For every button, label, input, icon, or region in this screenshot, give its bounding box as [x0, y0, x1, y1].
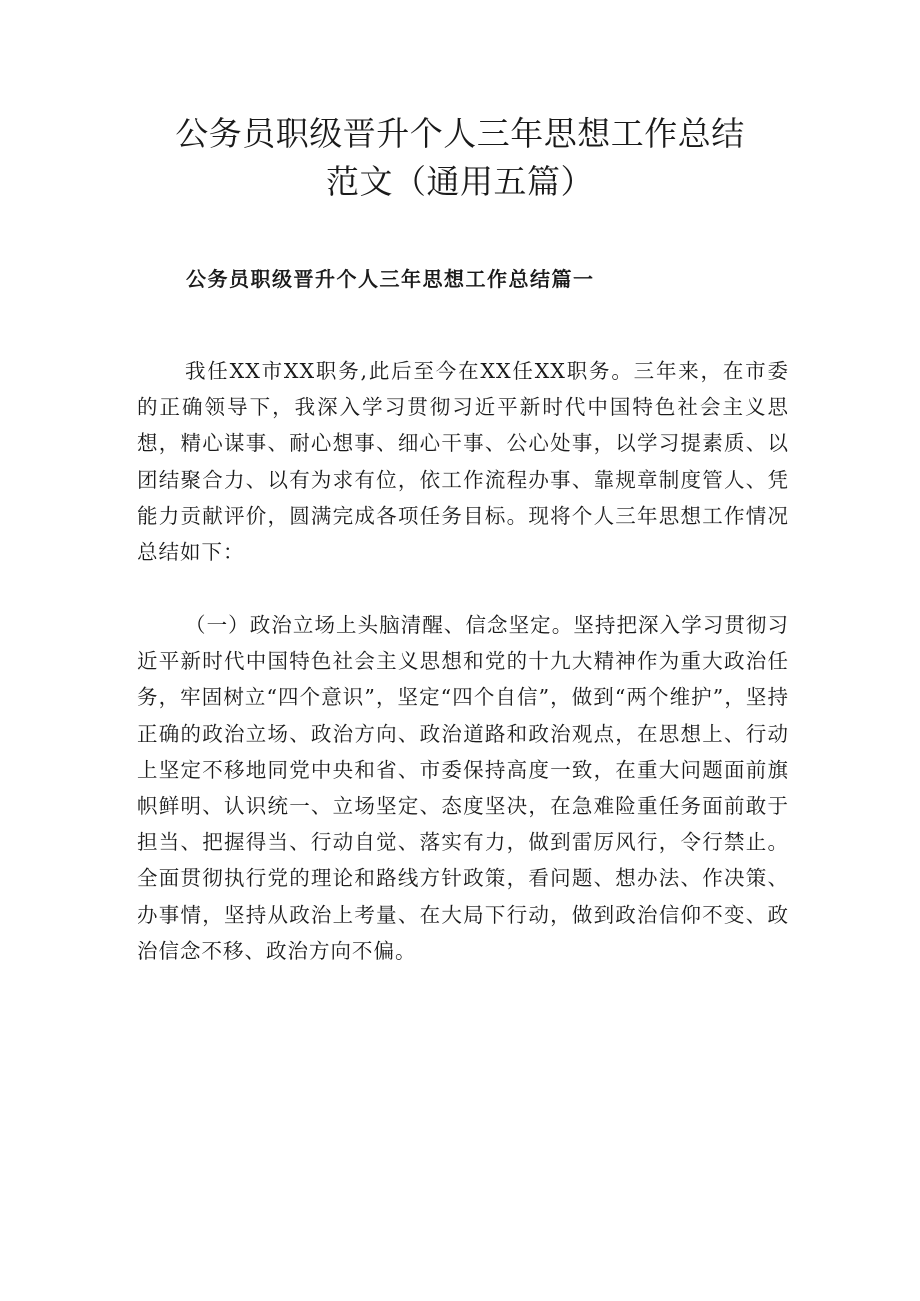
- body-paragraph-1: 我任XX市XX职务,此后至今在XX任XX职务。三年来，在市委的正确领导下，我深入学习贯彻习近平新时代中国特色社会主义思想，精心谋事、耐心想事、细心干事、公心处事，以学习提素质、以团结聚合力、以有为求有位，依工作流程办事、靠规章制度管人、凭能力贡献评价，圆满完成各项任务目标。现将个人三年思想工作情况总结如下：: [137, 359, 789, 565]
- document-title-line-2: 范文（通用五篇）: [326, 162, 594, 201]
- document-title-line-1: 公务员职级晋升个人三年思想工作总结: [175, 114, 745, 153]
- body-paragraph-2: （一）政治立场上头脑清醒、信念坚定。坚持把深入学习贯彻习近平新时代中国特色社会主义思想和党的十九大精神作为重大政治任务，牢固树立“四个意识”，坚定“四个自信”，做到“两个维护”，坚持正确的政治立场、政治方向、政治道路和政治观点，在思想上、行动上坚定不移地同党中央和省、市委保持高度一致，在重大问题面前旗帜鲜明、认识统一、立场坚定、态度坚决，在急难险重任务面前敢于担当、把握得当、行动自觉、落实有力，做到雷厉风行，令行禁止。全面贯彻执行党的理论和路线方针政策，看问题、想办法、作决策、办事情，坚持从政治上考量、在大局下行动，做到政治信仰不变、政治信念不移、政治方向不偏。: [137, 613, 789, 963]
- section-heading: 公务员职级晋升个人三年思想工作总结篇一: [186, 267, 595, 291]
